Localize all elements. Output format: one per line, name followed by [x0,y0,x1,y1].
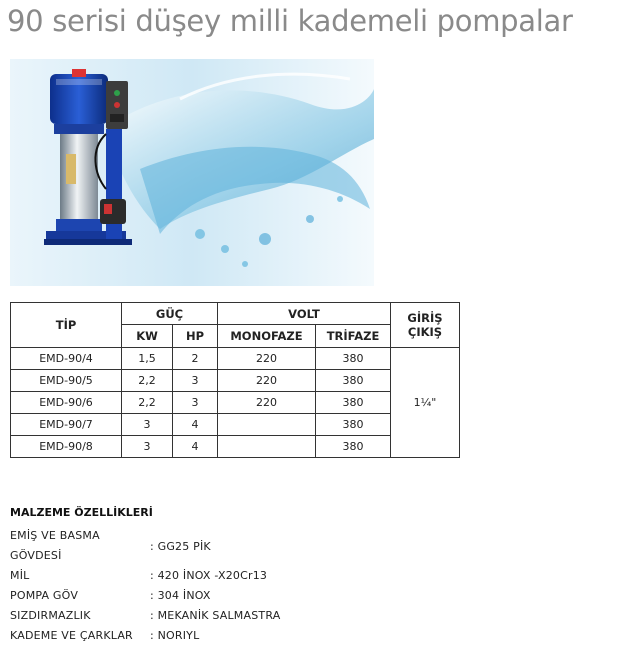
cell-tip: EMD-90/4 [11,348,122,370]
cell-hp: 3 [173,370,218,392]
material-value: : NORIYL [150,629,200,642]
cell-trifaze: 380 [316,348,391,370]
cell-tip: EMD-90/8 [11,436,122,458]
cell-hp: 4 [173,436,218,458]
cell-tip: EMD-90/6 [11,392,122,414]
cell-giris-cikis: 1¼" [391,348,460,458]
cell-kw: 2,2 [122,392,173,414]
material-value: : 420 İNOX -X20Cr13 [150,569,268,582]
cell-trifaze: 380 [316,436,391,458]
cell-kw: 2,2 [122,370,173,392]
cell-trifaze: 380 [316,370,391,392]
cell-kw: 3 [122,436,173,458]
cell-hp: 2 [173,348,218,370]
material-label: GÖVDESİ [10,549,62,562]
cell-monofaze: 220 [218,348,316,370]
materials-title: MALZEME ÖZELLİKLERİ [10,506,153,519]
cell-trifaze: 380 [316,392,391,414]
material-label: KADEME VE ÇARKLAR [10,629,133,642]
material-label: MİL [10,569,30,582]
material-label: SIZDIRMAZLIK [10,609,91,622]
cell-tip: EMD-90/7 [11,414,122,436]
pump-photo [10,59,374,286]
cell-tip: EMD-90/5 [11,370,122,392]
spec-table [10,302,460,458]
header-hp: HP [173,325,218,348]
page-title: 90 serisi düşey milli kademeli pompalar [7,4,573,38]
cell-kw: 3 [122,414,173,436]
header-trifaze: TRİFAZE [316,325,391,348]
cell-monofaze [218,436,316,458]
cell-trifaze: 380 [316,414,391,436]
table-row [11,348,460,370]
header-giris-cikis: GİRİŞ ÇIKIŞ [391,303,460,348]
cell-monofaze: 220 [218,370,316,392]
material-value: : MEKANİK SALMASTRA [150,609,281,622]
cell-hp: 4 [173,414,218,436]
header-kw: KW [122,325,173,348]
material-label: EMİŞ VE BASMA [10,529,100,542]
cell-kw: 1,5 [122,348,173,370]
material-label: POMPA GÖV [10,589,79,602]
cell-hp: 3 [173,392,218,414]
cell-monofaze: 220 [218,392,316,414]
header-tip: TİP [11,303,122,348]
header-volt: VOLT [218,303,391,325]
cell-monofaze [218,414,316,436]
header-guc: GÜÇ [122,303,218,325]
header-monofaze: MONOFAZE [218,325,316,348]
material-value: : 304 İNOX [150,589,211,602]
material-value: : GG25 PİK [150,540,211,553]
